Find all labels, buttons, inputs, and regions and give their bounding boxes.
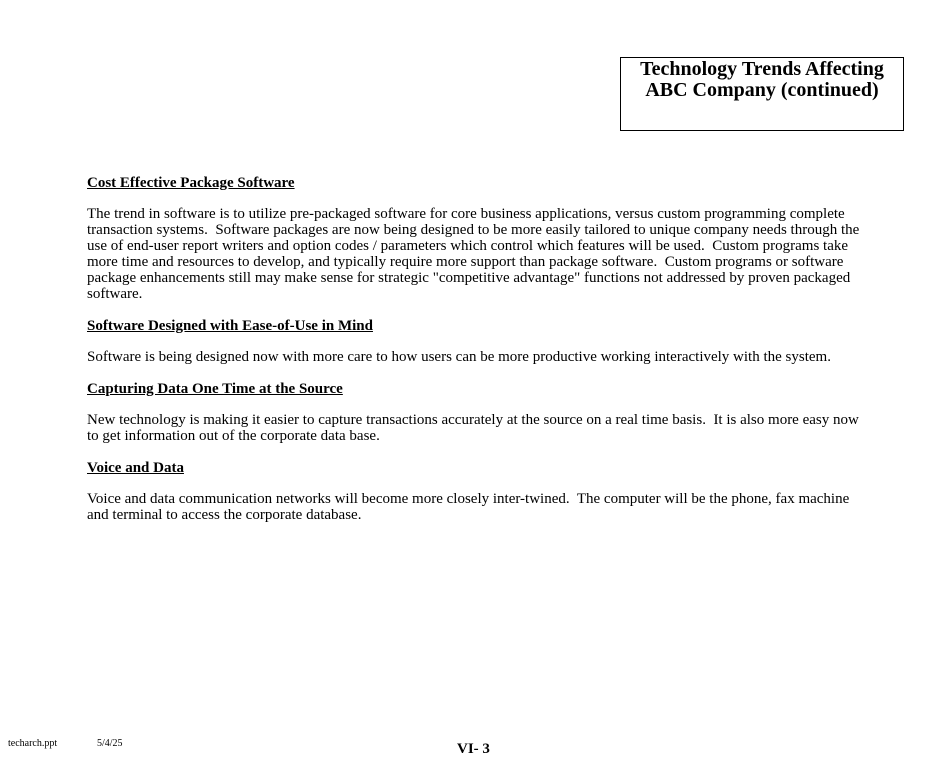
slide-title-box xyxy=(620,57,904,131)
section-body: Software is being designed now with more care to how users can be more productive working interactively with the system. xyxy=(87,349,831,365)
footer-filename: techarch.ppt xyxy=(8,738,58,749)
section-heading: Cost Effective Package Software xyxy=(87,175,295,191)
section-ease-of-use xyxy=(87,318,867,365)
section-voice-and-data xyxy=(87,460,867,523)
slide-content xyxy=(87,175,867,539)
footer-page-number: VI- 3 xyxy=(457,741,490,757)
slide-title-line-1: Technology Trends Affecting xyxy=(640,58,884,80)
footer-date: 5/4/25 xyxy=(97,738,123,749)
section-heading: Capturing Data One Time at the Source xyxy=(87,381,343,397)
section-body: New technology is making it easier to capture transactions accurately at the source on a real time basis. It is also more easy now to get information out of the corporate data base. xyxy=(87,412,863,444)
section-capturing-data xyxy=(87,381,867,444)
section-body: The trend in software is to utilize pre-packaged software for core business applications, versus custom programming complete transaction systems. Software packages are now being designed to be more easily tailored to unique company needs through the use of end-user report writers and option codes / parameters which control which features will be used. Custom programs take more time and resources to develop, and typically require more support than package software. Custom programs or software package enhancements still may make sense for strategic "competitive advantage" functions not addressed by proven packaged software. xyxy=(87,206,864,302)
slide-title-line-2: ABC Company (continued) xyxy=(645,79,879,101)
section-heading: Voice and Data xyxy=(87,460,184,476)
section-heading: Software Designed with Ease-of-Use in Mind xyxy=(87,318,373,334)
section-body: Voice and data communication networks will become more closely inter-twined. The computer will be the phone, fax machine and terminal to access the corporate database. xyxy=(87,491,853,523)
section-cost-effective-package-software xyxy=(87,175,867,302)
